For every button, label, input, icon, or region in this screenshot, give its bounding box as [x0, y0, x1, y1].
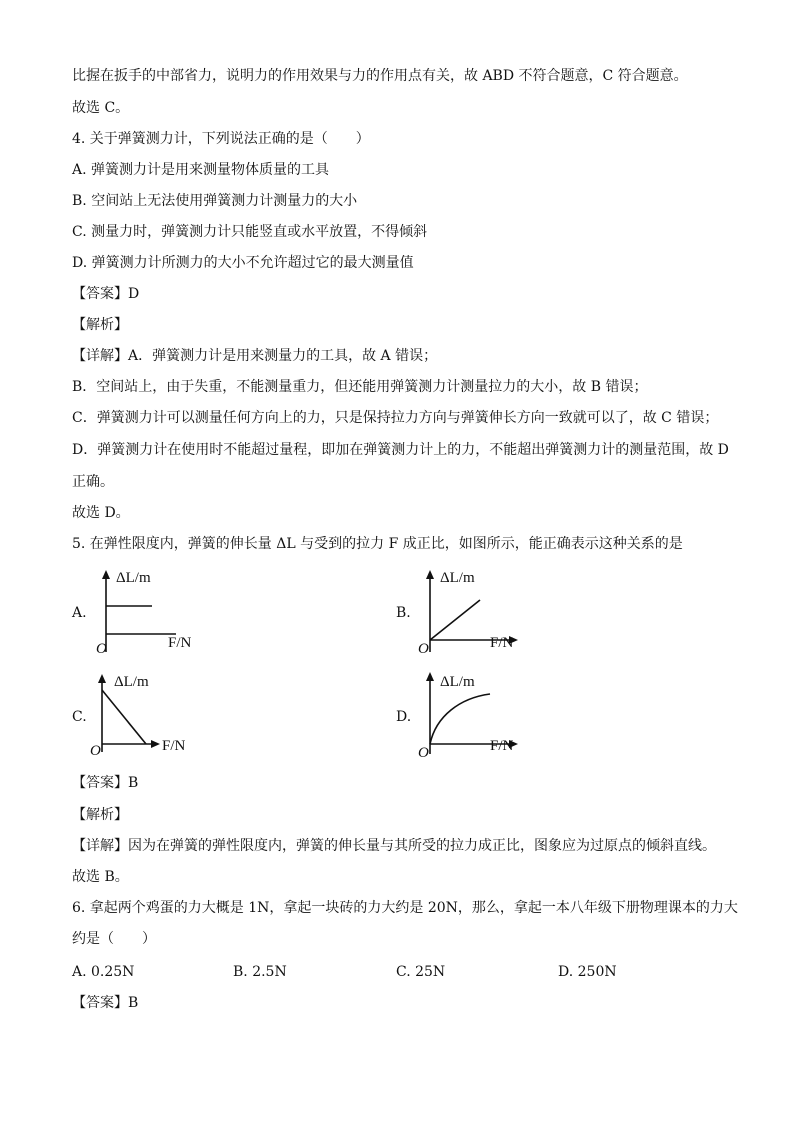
graph-a-origin: O: [96, 641, 107, 657]
graph-b-xlabel: F/N: [490, 635, 514, 651]
graph-d-xlabel: F/N: [490, 738, 514, 754]
text-line: 比握在扳手的中部省力，说明力的作用效果与力的作用点有关，故 ABD 不符合题意，C 符合题意。: [72, 68, 688, 84]
question-5: 5. 在弹性限度内，弹簧的伸长量 ΔL 与受到的拉力 F 成正比，如图所示，能正确表示这种关系的是: [72, 536, 683, 552]
detail-text: 因为在弹簧的弹性限度内，弹簧的伸长量与其所受的拉力成正比，图象应为过原点的倾斜直线。: [128, 838, 716, 854]
detail-tag: 【详解】: [72, 348, 128, 364]
graph-b: [420, 568, 530, 658]
option-6a: A. 0.25N: [72, 964, 135, 980]
detail-tag: 【详解】: [72, 838, 128, 854]
detail-4d-cont: 正确。: [72, 474, 114, 490]
graph-d: [420, 670, 530, 760]
answer-value: B: [128, 995, 139, 1011]
option-4d: D. 弹簧测力计所测力的大小不允许超过它的最大测量值: [72, 255, 414, 271]
detail-4b: B．空间站上，由于失重，不能测量重力，但还能用弹簧测力计测量拉力的大小，故 B 错误；: [72, 379, 648, 395]
graph-d-origin: O: [418, 745, 429, 761]
option-6c: C. 25N: [396, 964, 446, 980]
graph-b-svg: [420, 568, 530, 658]
detail-text: A．弹簧测力计是用来测量力的工具，故 A 错误；: [128, 348, 438, 364]
option-4c: C. 测量力时，弹簧测力计只能竖直或水平放置，不得倾斜: [72, 224, 428, 240]
answer-4: [72, 284, 139, 304]
question-6-cont: 约是（ ）: [72, 931, 156, 947]
select-5: 故选 B。: [72, 869, 129, 885]
graph-a-xlabel: F/N: [168, 635, 192, 651]
answer-tag: 【答案】: [72, 775, 128, 791]
graph-d-ylabel: ΔL/m: [440, 674, 475, 690]
option-6b: B. 2.5N: [233, 964, 287, 980]
graph-c-curve: [102, 690, 146, 744]
detail-5: [72, 836, 716, 856]
graph-b-ylabel: ΔL/m: [440, 570, 475, 586]
graph-c-option: C.: [72, 709, 87, 725]
graph-d-curve: [430, 694, 490, 744]
analysis-tag-5: 【解析】: [72, 807, 128, 823]
graph-c-ylabel: ΔL/m: [114, 674, 149, 690]
option-6d: D. 250N: [558, 964, 617, 980]
graph-b-option: B.: [396, 605, 411, 621]
option-4b: B. 空间站上无法使用弹簧测力计测量力的大小: [72, 193, 358, 209]
graph-c-xlabel: F/N: [162, 738, 186, 754]
graph-b-curve: [430, 600, 480, 640]
detail-4a: [72, 346, 437, 366]
question-6: 6. 拿起两个鸡蛋的力大概是 1N，拿起一块砖的力大约是 20N，那么，拿起一本八年级下册物理课本的力大: [72, 900, 738, 916]
select-4: 故选 D。: [72, 505, 130, 521]
graph-c-origin: O: [90, 743, 101, 759]
graph-a-ylabel: ΔL/m: [116, 570, 151, 586]
graph-d-option: D.: [396, 709, 412, 725]
question-4: 4. 关于弹簧测力计，下列说法正确的是（ ）: [72, 131, 370, 147]
answer-5: [72, 773, 138, 793]
detail-4d: D．弹簧测力计在使用时不能超过量程，即加在弹簧测力计上的力，不能超出弹簧测力计的测量范围，故 D: [72, 442, 729, 458]
detail-4c: C．弹簧测力计可以测量任何方向上的力，只是保持拉力方向与弹簧伸长方向一致就可以了，故 C 错误；: [72, 410, 719, 426]
text-line: 故选 C。: [72, 100, 130, 116]
graph-b-origin: O: [418, 641, 429, 657]
option-4a: A. 弹簧测力计是用来测量物体质量的工具: [72, 162, 330, 178]
graph-d-svg: [420, 670, 530, 760]
analysis-tag-4: 【解析】: [72, 317, 128, 333]
answer-value: D: [128, 286, 140, 302]
graph-a-option: A.: [72, 605, 87, 621]
answer-6: [72, 993, 138, 1013]
answer-value: B: [128, 775, 139, 791]
answer-tag: 【答案】: [72, 286, 128, 302]
answer-tag: 【答案】: [72, 995, 128, 1011]
